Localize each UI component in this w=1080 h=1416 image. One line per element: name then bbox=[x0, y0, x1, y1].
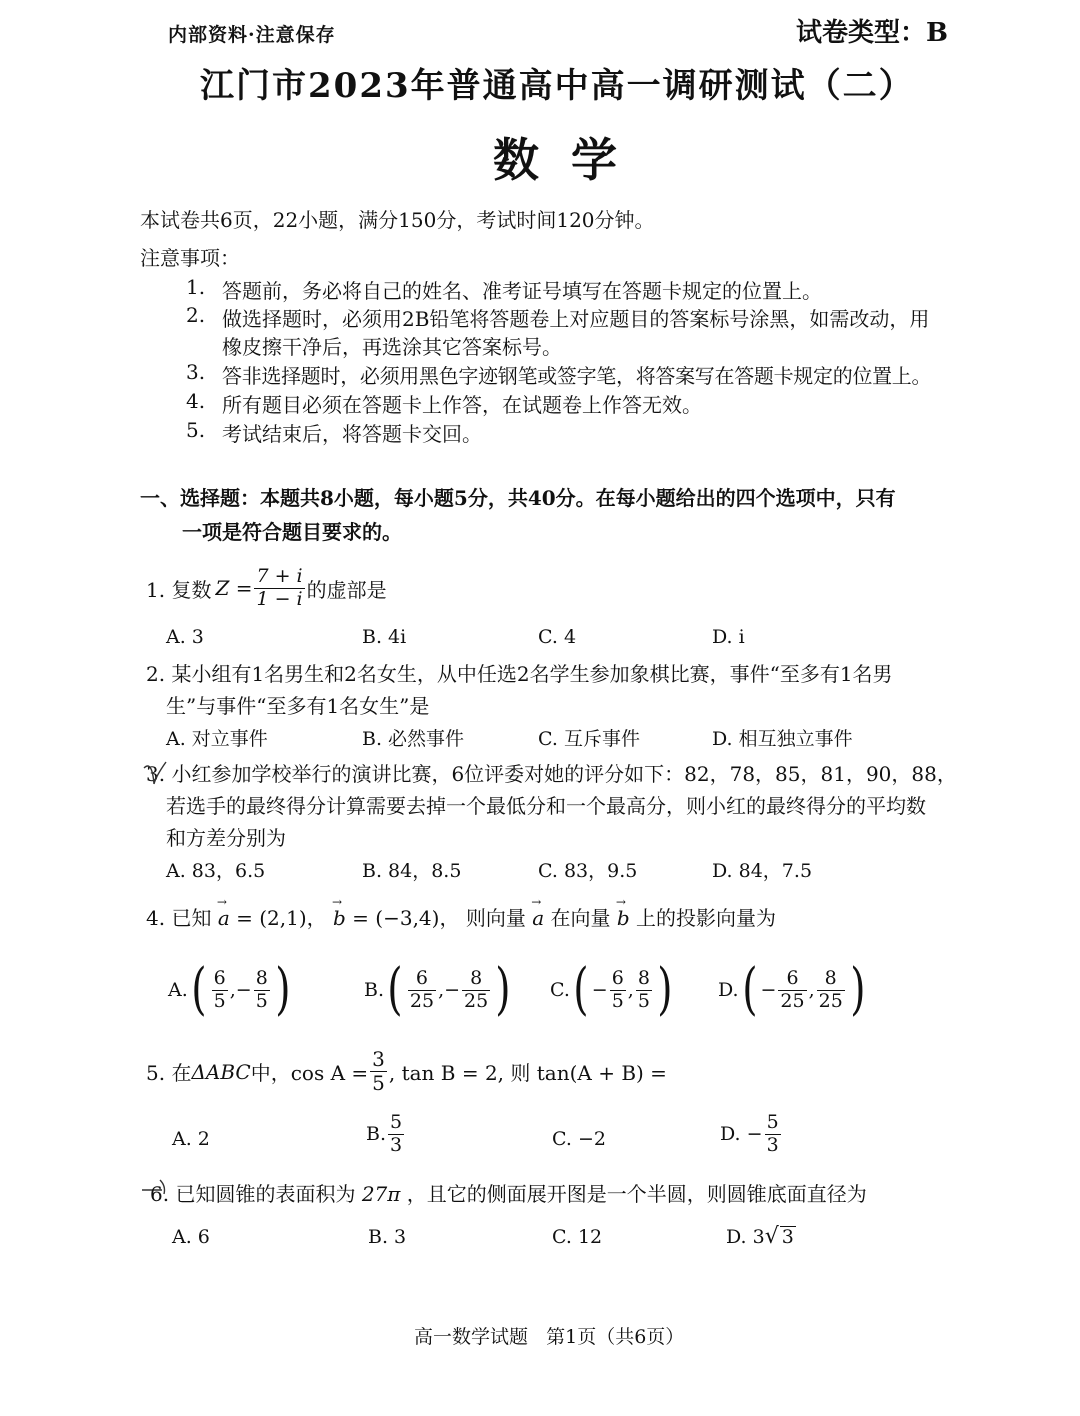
fraction-numerator: 5 bbox=[766, 1111, 779, 1133]
question-5-mid: 中，cos A = bbox=[250, 1061, 369, 1085]
option-c: C. 4 bbox=[538, 626, 577, 648]
fraction-denominator: 5 bbox=[637, 989, 650, 1012]
fraction-denominator: 25 bbox=[780, 989, 805, 1012]
fraction-denominator: 3 bbox=[390, 1133, 403, 1156]
fraction-denominator: 5 bbox=[255, 989, 268, 1012]
fraction bbox=[765, 1112, 781, 1157]
fraction-numerator: 8 bbox=[637, 966, 650, 989]
option-b: B. 4i bbox=[362, 626, 407, 648]
note-text: 考试结束后，将答题卡交回。 bbox=[222, 422, 482, 446]
fraction-denominator: 1 − i bbox=[256, 587, 303, 610]
triangle-abc: ΔABC bbox=[191, 1059, 251, 1084]
left-paren: ( bbox=[573, 957, 589, 1022]
fraction bbox=[462, 968, 490, 1013]
question-1 bbox=[146, 566, 387, 611]
question-6 bbox=[150, 1178, 867, 1207]
fraction-numerator: 8 bbox=[824, 966, 837, 989]
question-4-suffix: 上的投影向量为 bbox=[636, 906, 777, 930]
fraction-denominator: 5 bbox=[213, 989, 226, 1012]
question-3-continued: 若选手的最终得分计算需要去掉一个最低分和一个最高分，则小红的最终得分的平均数 bbox=[166, 794, 926, 818]
option-d bbox=[726, 1224, 796, 1249]
question-3: 3. 小红参加学校举行的演讲比赛，6位评委对她的评分如下：82，78，85，81，90，88， bbox=[146, 762, 957, 786]
question-5-prefix: 5. 在 bbox=[146, 1061, 192, 1085]
fraction-numerator: 6 bbox=[611, 966, 624, 989]
question-1-lhs: Z = bbox=[215, 576, 253, 601]
note-number: 1. bbox=[186, 275, 206, 299]
fraction-numerator: 7 + i bbox=[256, 565, 303, 587]
section-heading-continued: 一项是符合题目要求的。 bbox=[182, 520, 402, 544]
radicand: 3 bbox=[781, 1226, 794, 1248]
exam-title: 江门市2023年普通高中高一调研测试（二） bbox=[200, 66, 915, 106]
question-3-continued: 和方差分别为 bbox=[166, 826, 286, 850]
option-b bbox=[364, 957, 514, 1022]
page-footer: 高一数学试题 第1页（共6页） bbox=[414, 1326, 685, 1348]
option-c bbox=[550, 957, 676, 1022]
option-label: D. 3 bbox=[726, 1226, 765, 1248]
question-6-prefix: 6. 已知圆锥的表面积为 bbox=[150, 1182, 356, 1206]
vector-b-value: = (−3,4)， bbox=[352, 906, 460, 930]
question-5 bbox=[146, 1048, 667, 1095]
option-d: D. 84，7.5 bbox=[712, 860, 813, 882]
notes-title: 注意事项： bbox=[140, 246, 240, 270]
right-paren: ) bbox=[495, 957, 511, 1022]
option-a: A. 3 bbox=[166, 626, 204, 648]
separator: ,− bbox=[438, 979, 461, 1001]
fraction bbox=[212, 968, 228, 1013]
vector-b: → b bbox=[333, 906, 346, 930]
vector-a: → a bbox=[218, 906, 230, 930]
option-b: B. 必然事件 bbox=[362, 728, 465, 750]
left-paren: ( bbox=[191, 957, 207, 1022]
question-4-mid: 则向量 bbox=[465, 906, 526, 930]
option-c: C. 12 bbox=[552, 1226, 603, 1248]
note-number: 5. bbox=[186, 418, 206, 442]
left-paren: ( bbox=[741, 957, 758, 1022]
fraction-numerator: 6 bbox=[213, 966, 226, 989]
left-paren: ( bbox=[387, 957, 403, 1022]
question-6-suffix: ，且它的侧面展开图是一个半圆，则圆锥底面直径为 bbox=[406, 1182, 867, 1206]
option-label: C. bbox=[550, 979, 570, 1001]
fraction-denominator: 25 bbox=[409, 989, 435, 1012]
vector-b: → b bbox=[617, 906, 630, 930]
question-4-prefix: 4. 已知 bbox=[146, 906, 212, 930]
option-label: D. bbox=[718, 979, 739, 1001]
option-c: C. −2 bbox=[552, 1128, 606, 1150]
option-label: B. bbox=[366, 1123, 387, 1146]
question-4-mid2: 在向量 bbox=[550, 906, 611, 930]
option-label: B. bbox=[364, 979, 385, 1001]
right-paren: ) bbox=[275, 957, 291, 1022]
note-number: 2. bbox=[186, 303, 206, 327]
fraction-denominator: 5 bbox=[611, 989, 624, 1012]
fraction-numerator: 5 bbox=[390, 1111, 403, 1133]
note-text: 答非选择题时，必须用黑色字迹钢笔或签字笔，将答案写在答题卡规定的位置上。 bbox=[222, 364, 932, 388]
section-heading: 一、选择题：本题共8小题，每小题5分，共40分。在每小题给出的四个选项中，只有 bbox=[140, 486, 896, 510]
fraction-denominator: 25 bbox=[464, 989, 489, 1012]
separator: ,− bbox=[229, 979, 252, 1001]
option-b: B. 84，8.5 bbox=[362, 860, 462, 882]
option-b bbox=[366, 1112, 406, 1157]
paper-type: 试卷类型：B bbox=[796, 18, 948, 48]
question-2: 2. 某小组有1名男生和2名女生，从中任选2名学生参加象棋比赛，事件“至多有1名男 bbox=[146, 662, 893, 686]
option-a bbox=[168, 957, 294, 1022]
question-1-suffix: 的虚部是 bbox=[306, 577, 387, 602]
exam-summary: 本试卷共6页，22小题，满分150分，考试时间120分钟。 bbox=[140, 208, 655, 232]
fraction bbox=[778, 968, 806, 1013]
note-number: 3. bbox=[186, 360, 206, 384]
surface-area-value: 27π bbox=[361, 1182, 401, 1206]
note-text: 所有题目必须在答题卡上作答，在试题卷上作答无效。 bbox=[222, 393, 702, 417]
option-b: B. 3 bbox=[368, 1226, 407, 1248]
option-d: D. 相互独立事件 bbox=[712, 728, 853, 750]
note-number: 4. bbox=[186, 389, 206, 413]
fraction-denominator: 25 bbox=[818, 989, 843, 1012]
note-text-continued: 橡皮擦干净后，再选涂其它答案标号。 bbox=[222, 335, 562, 359]
note-text: 答题前，务必将自己的姓名、准考证号填写在答题卡规定的位置上。 bbox=[222, 279, 822, 303]
vector-a-value: = (2,1)， bbox=[236, 906, 327, 930]
subject-title: 数 学 bbox=[493, 133, 618, 187]
option-d bbox=[720, 1112, 783, 1157]
option-a: A. 对立事件 bbox=[166, 728, 268, 750]
fraction-numerator: 8 bbox=[470, 966, 483, 989]
fraction-denominator: 5 bbox=[372, 1071, 385, 1095]
fraction bbox=[388, 1112, 404, 1157]
fraction-denominator: 3 bbox=[766, 1133, 779, 1156]
option-label: D. − bbox=[720, 1123, 763, 1146]
minus-sign: − bbox=[760, 979, 777, 1001]
option-d: D. i bbox=[712, 626, 745, 648]
fraction-numerator: 6 bbox=[415, 966, 429, 989]
minus-sign: − bbox=[591, 979, 608, 1001]
option-a: A. 2 bbox=[172, 1128, 210, 1150]
option-a: A. 83，6.5 bbox=[166, 860, 266, 882]
option-label: A. bbox=[168, 979, 188, 1001]
question-1-prefix: 1. 复数 bbox=[146, 577, 212, 602]
right-paren: ) bbox=[657, 957, 673, 1022]
option-c: C. 83，9.5 bbox=[538, 860, 638, 882]
separator: , bbox=[627, 979, 634, 1001]
fraction bbox=[610, 968, 626, 1013]
question-2-continued: 生”与事件“至多有1名女生”是 bbox=[166, 694, 430, 718]
question-5-rest: , tan B = 2, 则 tan(A + B) = bbox=[388, 1061, 667, 1085]
fraction bbox=[370, 1048, 387, 1095]
fraction bbox=[408, 968, 436, 1013]
fraction-numerator: 3 bbox=[372, 1047, 385, 1071]
square-root-icon: √ bbox=[764, 1224, 779, 1249]
fraction-numerator: 8 bbox=[255, 966, 268, 989]
fraction bbox=[254, 968, 270, 1013]
vector-a: → a bbox=[532, 906, 544, 930]
right-paren: ) bbox=[850, 957, 866, 1022]
fraction bbox=[817, 968, 845, 1013]
fraction bbox=[636, 968, 652, 1013]
separator: , bbox=[808, 979, 815, 1001]
question-1-fraction bbox=[254, 566, 304, 611]
confidential-note: 内部资料·注意保存 bbox=[168, 24, 336, 46]
note-text: 做选择题时，必须用2B铅笔将答题卷上对应题目的答案标号涂黑，如需改动，用 bbox=[222, 307, 930, 331]
option-d bbox=[718, 957, 869, 1022]
question-4 bbox=[146, 902, 776, 931]
option-c: C. 互斥事件 bbox=[538, 728, 640, 750]
option-a: A. 6 bbox=[172, 1226, 210, 1248]
fraction-numerator: 6 bbox=[786, 966, 799, 989]
pencil-check-mark-icon bbox=[140, 756, 170, 796]
